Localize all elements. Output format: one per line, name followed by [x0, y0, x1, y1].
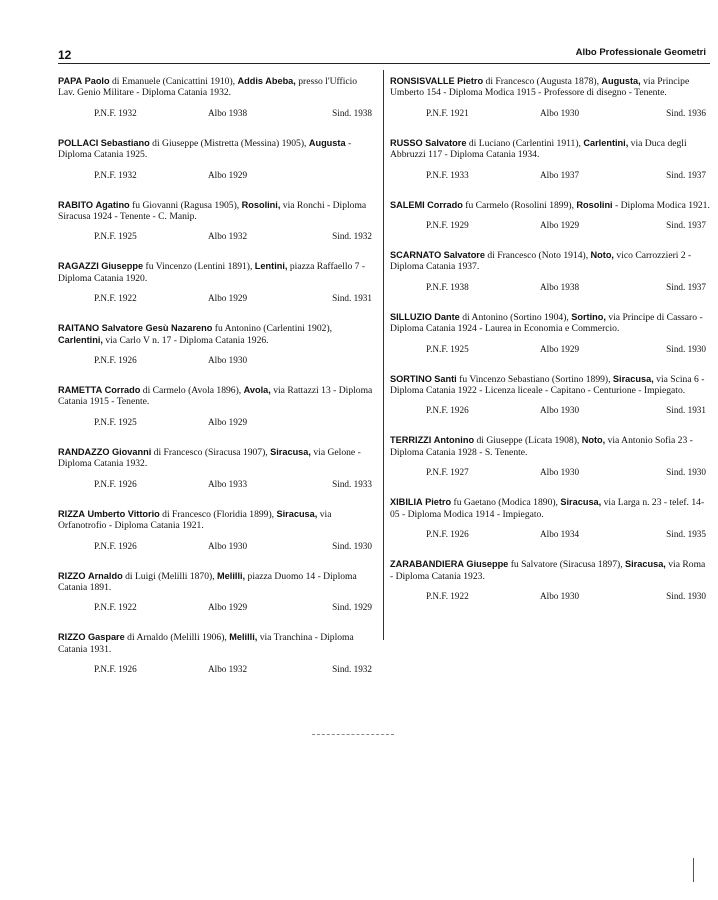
entry-pnf: P.N.F. 1926: [426, 405, 469, 416]
edge-mark: [693, 858, 694, 882]
entry-albo: Albo 1938: [208, 107, 248, 118]
register-entry: [390, 559, 710, 603]
entry-pnf: P.N.F. 1922: [94, 602, 137, 613]
entry-details: di Luigi (Melilli 1870),: [122, 570, 218, 582]
entry-sind: Sind. 1937: [666, 281, 706, 292]
register-entry: [58, 138, 376, 182]
entry-text: [390, 435, 710, 458]
entry-details: fu Vincenzo Sebastiano (Sortino 1899),: [456, 373, 613, 385]
entry-continuation: - Diploma Modica 1921.: [612, 199, 710, 211]
entry-sind: Sind. 1937: [666, 169, 706, 180]
entry-continuation: via Gelone - Diploma Catania 1932.: [58, 446, 361, 470]
entry-surname: RAITANO: [58, 323, 100, 334]
entry-details: fu Antonino (Carlentini 1902),: [212, 323, 333, 335]
entry-city: Augusta: [308, 137, 346, 148]
left-column: [58, 76, 376, 694]
entry-pnf: P.N.F. 1929: [426, 220, 469, 231]
registration-row: [58, 417, 376, 429]
entry-city: Melilli,: [217, 570, 246, 581]
entry-pnf: P.N.F. 1925: [94, 416, 137, 427]
entry-city: Addis Abeba,: [237, 76, 296, 86]
entry-surname: PAPA: [58, 76, 83, 86]
register-entry: [58, 261, 376, 305]
register-entry: [390, 200, 710, 232]
entry-continuation: via Larga n. 23 - telef. 14-05 - Diploma Modica 1914 - Impiegato.: [390, 497, 705, 520]
entry-city: Siracusa,: [625, 559, 666, 570]
entry-city: Carlentini,: [58, 334, 103, 345]
entry-continuation: via Scina 6 - Diploma Catania 1922 - Licenza liceale - Capitano - Centurione - Impiegato.: [390, 373, 705, 397]
entry-surname: RAGAZZI: [58, 261, 99, 272]
entry-sind: Sind. 1930: [666, 343, 706, 354]
entry-sind: Sind. 1929: [332, 602, 372, 613]
entry-surname: RIZZA: [58, 508, 86, 519]
entry-albo: Albo 1929: [208, 169, 248, 180]
entry-details: di Francesco (Siracusa 1907),: [151, 446, 271, 458]
entry-text: [390, 200, 710, 211]
entry-firstname: Paolo: [84, 76, 110, 86]
entry-surname: TERRIZZI: [390, 435, 432, 446]
entry-albo: Albo 1930: [540, 467, 580, 478]
entry-sind: Sind. 1931: [332, 293, 372, 304]
entry-firstname: Pietro: [425, 497, 452, 508]
entry-text: [58, 571, 376, 594]
entry-albo: Albo 1929: [208, 602, 248, 613]
register-entry: [390, 312, 710, 356]
entry-surname: RANDAZZO: [58, 446, 110, 457]
entry-firstname: Gaspare: [87, 632, 125, 643]
entry-sind: Sind. 1932: [332, 664, 372, 675]
entry-surname: RUSSO: [390, 137, 423, 148]
entry-surname: RIZZO: [58, 570, 86, 581]
entry-details: di Luciano (Carlentini 1911),: [466, 137, 584, 149]
registration-row: [58, 355, 376, 367]
entry-firstname: Pietro: [457, 76, 484, 86]
entry-albo: Albo 1929: [540, 220, 580, 231]
entry-continuation: via Ronchi - Diploma Siracusa 1924 - Tenente - C. Manip.: [58, 199, 367, 223]
entry-continuation: via Antonio Sofia 23 - Diploma Catania 1928 - S. Tenente.: [390, 435, 693, 458]
entry-firstname: Umberto Vittorio: [87, 508, 160, 519]
entry-surname: RAMETTA: [58, 385, 103, 396]
entry-albo: Albo 1930: [540, 590, 580, 601]
entry-text: [390, 250, 710, 273]
entry-surname: XIBILIA: [390, 497, 423, 508]
entry-sind: Sind. 1932: [332, 231, 372, 242]
entry-albo: Albo 1937: [540, 169, 580, 180]
register-entry: [58, 447, 376, 491]
registration-row: [390, 529, 710, 541]
entry-sind: Sind. 1930: [666, 590, 706, 601]
entry-details: di Arnaldo (Melilli 1906),: [124, 632, 230, 644]
footer-rule: [312, 734, 394, 735]
registration-row: [390, 467, 710, 479]
entry-continuation: vico Carrozzieri 2 - Diploma Catania 1937.: [390, 250, 692, 273]
entry-details: di Francesco (Augusta 1878),: [483, 76, 602, 87]
entry-details: fu Gaetano (Modica 1890),: [451, 497, 561, 509]
entry-continuation: - Diploma Catania 1925.: [58, 137, 352, 161]
entry-albo: Albo 1929: [540, 343, 580, 354]
entry-continuation: piazza Raffaello 7 - Diploma Catania 1920.: [58, 261, 366, 284]
entry-text: [390, 559, 710, 582]
entry-surname: SALEMI: [390, 199, 425, 210]
entry-surname: ZARABANDIERA: [390, 559, 465, 570]
entry-firstname: Corrado: [427, 199, 463, 210]
entry-pnf: P.N.F. 1925: [94, 231, 137, 242]
entry-albo: Albo 1930: [208, 540, 248, 551]
entry-city: Sortino,: [571, 311, 606, 322]
registration-row: [390, 108, 710, 120]
entry-details: fu Giovanni (Ragusa 1905),: [129, 199, 242, 211]
registration-row: [58, 170, 376, 182]
entry-sind: Sind. 1930: [332, 540, 372, 551]
entry-albo: Albo 1929: [208, 293, 248, 304]
entry-details: fu Vincenzo (Lentini 1891),: [143, 261, 255, 273]
entry-continuation: via Roma - Diploma Catania 1923.: [390, 559, 706, 582]
right-column: [390, 76, 710, 621]
registration-row: [390, 220, 710, 232]
entry-albo: Albo 1930: [540, 107, 580, 118]
entry-text: [58, 385, 376, 408]
entry-city: Lentini,: [254, 261, 288, 272]
entry-firstname: Salvatore: [443, 250, 485, 261]
register-entry: [390, 138, 710, 182]
entry-text: [58, 200, 376, 223]
entry-details: di Emanuele (Canicattini 1910),: [109, 76, 238, 87]
registration-row: [390, 591, 710, 603]
entry-firstname: Giovanni: [111, 446, 152, 457]
entry-text: [58, 447, 376, 470]
entry-pnf: P.N.F. 1926: [94, 540, 137, 551]
registration-row: [390, 405, 710, 417]
entry-pnf: P.N.F. 1926: [94, 355, 137, 366]
registration-row: [58, 541, 376, 553]
entry-text: [58, 76, 376, 99]
entry-firstname: Salvatore Gesù Nazareno: [101, 323, 213, 334]
register-entry: [390, 76, 710, 120]
entry-pnf: P.N.F. 1927: [426, 467, 469, 478]
header-rule: [58, 63, 710, 64]
entry-firstname: Agatino: [95, 199, 130, 210]
register-entry: [58, 509, 376, 553]
register-entry: [58, 323, 376, 367]
entry-surname: RIZZO: [58, 632, 86, 643]
entry-pnf: P.N.F. 1922: [94, 293, 137, 304]
entry-details: di Giuseppe (Licata 1908),: [474, 435, 582, 447]
register-entry: [390, 435, 710, 479]
entry-surname: SORTINO: [390, 373, 432, 384]
entry-text: [58, 261, 376, 284]
entry-city: Siracusa,: [276, 508, 318, 519]
entry-albo: Albo 1932: [208, 664, 248, 675]
register-entry: [58, 76, 376, 120]
entry-city: Augusta,: [601, 76, 641, 86]
entry-text: [58, 509, 376, 532]
entry-pnf: P.N.F. 1926: [94, 478, 137, 489]
entry-text: [390, 76, 710, 99]
register-entry: [58, 385, 376, 429]
entry-continuation: presso l'Ufficio Lav. Genio Militare - Diploma Catania 1932.: [58, 76, 358, 99]
entry-pnf: P.N.F. 1926: [426, 529, 469, 540]
entry-pnf: P.N.F. 1926: [94, 664, 137, 675]
entry-city: Carlentini,: [583, 137, 629, 148]
register-entry: [390, 497, 710, 541]
registration-row: [58, 231, 376, 243]
entry-surname: SILLUZIO: [390, 311, 432, 322]
entry-sind: Sind. 1938: [332, 107, 372, 118]
registration-row: [58, 602, 376, 614]
entry-details: di Antonino (Sortino 1904),: [459, 311, 572, 323]
entry-pnf: P.N.F. 1922: [426, 590, 469, 601]
entry-sind: Sind. 1936: [666, 107, 706, 118]
running-title: Albo Professionale Geometri: [575, 47, 706, 58]
registration-row: [390, 170, 710, 182]
entry-city: Siracusa,: [612, 373, 654, 384]
register-entry: [58, 571, 376, 615]
entry-pnf: P.N.F. 1932: [94, 107, 137, 118]
entry-details: fu Salvatore (Siracusa 1897),: [508, 559, 625, 571]
entry-continuation: via Principe di Cassaro - Diploma Catania 1924 - Laurea in Economia e Commercio.: [390, 311, 703, 335]
entry-pnf: P.N.F. 1933: [426, 169, 469, 180]
entry-firstname: Giuseppe: [466, 559, 509, 570]
faded-stamp: [480, 632, 669, 819]
entry-firstname: Salvatore: [425, 137, 467, 148]
entry-city: Siracusa,: [560, 497, 602, 508]
entry-firstname: Antonino: [433, 435, 475, 446]
column-divider: [383, 70, 384, 640]
entry-surname: SCARNATO: [390, 250, 442, 261]
entry-firstname: Santi: [434, 373, 457, 384]
entry-city: Melilli,: [229, 632, 258, 643]
entry-sind: Sind. 1931: [666, 405, 706, 416]
entry-details: di Carmelo (Avola 1896),: [140, 385, 244, 397]
register-entry: [58, 632, 376, 676]
registration-row: [58, 293, 376, 305]
entry-albo: Albo 1938: [540, 281, 580, 292]
entry-surname: POLLACI: [58, 137, 99, 148]
entry-continuation: piazza Duomo 14 - Diploma Catania 1891.: [58, 570, 357, 593]
entry-pnf: P.N.F. 1938: [426, 281, 469, 292]
entry-albo: Albo 1932: [208, 231, 248, 242]
entry-sind: Sind. 1930: [666, 467, 706, 478]
entry-city: Rosolini,: [241, 199, 281, 210]
entry-pnf: P.N.F. 1921: [426, 107, 469, 118]
entry-details: fu Carmelo (Rosolini 1899),: [462, 199, 577, 211]
entry-city: Rosolini: [576, 199, 613, 210]
entry-text: [390, 138, 710, 161]
entry-city: Siracusa,: [270, 446, 311, 457]
register-entry: [58, 200, 376, 244]
entry-text: [390, 497, 710, 520]
registration-row: [390, 282, 710, 294]
entry-continuation: via Tranchina - Diploma Catania 1931.: [58, 632, 354, 655]
entry-city: Noto,: [590, 250, 614, 261]
entry-continuation: via Orfanotrofio - Diploma Catania 1921.: [58, 508, 332, 532]
page-number: 12: [58, 48, 72, 62]
register-entry: [390, 250, 710, 294]
entry-text: [390, 374, 710, 397]
entry-details: di Francesco (Floridia 1899),: [159, 508, 277, 520]
entry-firstname: Corrado: [104, 385, 141, 396]
entry-albo: Albo 1933: [208, 478, 248, 489]
entry-albo: Albo 1934: [540, 529, 580, 540]
entry-albo: Albo 1929: [208, 416, 248, 427]
entry-surname: RABITO: [58, 199, 94, 210]
entry-albo: Albo 1930: [540, 405, 580, 416]
entry-albo: Albo 1930: [208, 355, 248, 366]
entry-sind: Sind. 1933: [332, 478, 372, 489]
registration-row: [58, 664, 376, 676]
entry-details: di Francesco (Noto 1914),: [485, 250, 591, 262]
entry-sind: Sind. 1937: [666, 220, 706, 231]
entry-continuation: via Rattazzi 13 - Diploma Catania 1915 - Tenente.: [58, 385, 373, 408]
entry-city: Noto,: [581, 435, 606, 446]
registration-row: [58, 108, 376, 120]
entry-surname: RONSISVALLE: [390, 76, 455, 86]
entry-continuation: via Principe Umberto 154 - Diploma Modica 1915 - Professore di disegno - Tenente.: [390, 76, 690, 99]
registration-row: [390, 344, 710, 356]
entry-continuation: via Duca degli Abbruzzi 117 - Diploma Catania 1934.: [390, 137, 687, 161]
entry-details: di Giuseppe (Mistretta (Messina) 1905),: [149, 137, 309, 149]
entry-firstname: Giuseppe: [101, 261, 144, 272]
entry-continuation: via Carlo V n. 17 - Diploma Catania 1926.: [102, 334, 269, 346]
entry-text: [58, 138, 376, 161]
entry-text: [58, 632, 376, 655]
entry-pnf: P.N.F. 1932: [94, 169, 137, 180]
entry-text: [390, 312, 710, 335]
entry-firstname: Dante: [434, 311, 460, 322]
entry-firstname: Sebastiano: [100, 137, 150, 148]
entry-pnf: P.N.F. 1925: [426, 343, 469, 354]
entry-text: [58, 323, 376, 346]
registration-row: [58, 479, 376, 491]
entry-firstname: Arnaldo: [87, 570, 123, 581]
entry-city: Avola,: [243, 385, 271, 396]
entry-sind: Sind. 1935: [666, 529, 706, 540]
register-entry: [390, 374, 710, 418]
